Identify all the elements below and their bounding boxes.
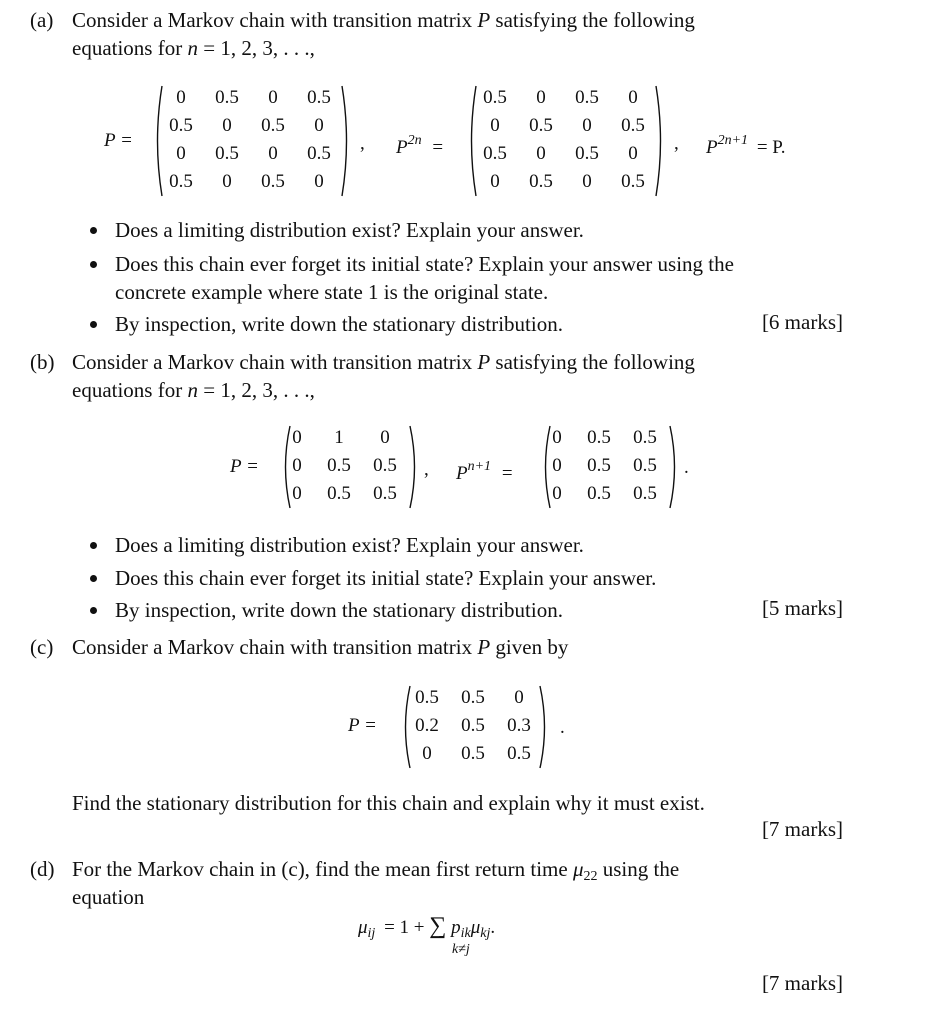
matrix-cell: 0.5 [575, 87, 599, 108]
matrix-cell: 0.5 [261, 115, 285, 136]
part-b-pn1-label [456, 453, 513, 488]
matrix-cell: 0.5 [215, 143, 239, 164]
part-c-intro [72, 633, 568, 661]
mu-symbol: μ [572, 857, 584, 881]
part-b-intro-text-1: Consider a Markov chain with transition matrix [72, 350, 473, 374]
matrix-cell: 0 [222, 171, 232, 192]
matrix-cell: 0 [268, 143, 278, 164]
matrix-cell: 0.5 [587, 427, 611, 448]
part-b-bullet-3: By inspection, write down the stationary distribution. [115, 598, 563, 622]
matrix-cell: 0 [582, 115, 592, 136]
matrix-cell: 0.5 [373, 455, 397, 476]
matrix-cell: 0 [552, 483, 562, 504]
part-a-intro-text-1: Consider a Markov chain with transition matrix [72, 8, 473, 32]
part-b-intro-text-2: satisfying the following [495, 350, 695, 374]
matrix-cell: 0.5 [621, 171, 645, 192]
bullet-icon [90, 575, 97, 582]
part-c-p-label: P = [348, 715, 377, 736]
part-a-bullet-3: By inspection, write down the stationary distribution. [115, 312, 563, 336]
part-a-intro-text-2: satisfying the following [495, 8, 695, 32]
matrix-cell: 0.5 [575, 143, 599, 164]
sum-icon: ∑ [429, 913, 447, 939]
bullet-icon [90, 542, 97, 549]
part-a-p-label: P = [104, 130, 133, 151]
matrix-cell: 0.5 [307, 87, 331, 108]
pn1-base: P [456, 463, 468, 484]
equation-middle: = 1 + [384, 917, 425, 938]
matrix-cell: 0 [490, 171, 500, 192]
part-b-intro-line2 [72, 376, 315, 404]
mu-kj-sub: kj [480, 926, 491, 941]
p2n1-rhs: = P. [756, 137, 786, 158]
matrix-cell: 0.5 [483, 143, 507, 164]
matrix-cell: 0.5 [327, 483, 351, 504]
part-d-line1-end: using the [602, 857, 680, 881]
matrix-cell: 0.5 [621, 115, 645, 136]
part-b-var-n: n [187, 378, 198, 402]
matrix-cell: 0 [176, 87, 186, 108]
equals-sign: = [501, 463, 513, 484]
matrix-cell: 0.5 [633, 427, 657, 448]
part-a-intro [72, 6, 695, 34]
bullet-icon [90, 607, 97, 614]
matrix-cell: 0 [582, 171, 592, 192]
part-c-marks: [7 marks] [761, 817, 843, 841]
matrix-cell: 0.5 [373, 483, 397, 504]
right-paren-icon [668, 424, 680, 510]
part-b-p-label: P = [230, 456, 259, 477]
matrix-cell: 0 [536, 87, 546, 108]
matrix-cell: 0.5 [587, 455, 611, 476]
part-b-intro-line2-b: = 1, 2, 3, . . ., [203, 378, 315, 402]
matrix-cell: 0 [292, 427, 302, 448]
part-a-var-p: P [477, 8, 491, 32]
part-d-line1-text: For the Markov chain in (c), find the mean first return time [72, 857, 568, 881]
part-b-bullet-2: Does this chain ever forget its initial state? Explain your answer. [115, 566, 657, 590]
right-paren-icon [408, 424, 420, 510]
matrix-cell: 0.5 [587, 483, 611, 504]
part-a-intro-line2 [72, 34, 315, 62]
matrix-cell: 0 [268, 87, 278, 108]
part-a-matrix-p [152, 84, 352, 198]
bullet-icon [90, 321, 97, 328]
matrix-cell: 0 [552, 427, 562, 448]
matrix-cell: 0.5 [529, 171, 553, 192]
matrix-cell: 0 [176, 143, 186, 164]
part-c-var-p: P [477, 635, 491, 659]
equals-sign: = [432, 137, 444, 158]
matrix-cell: 0 [628, 143, 638, 164]
part-b-matrix-p [280, 424, 420, 510]
matrix-cell: 0 [380, 427, 390, 448]
matrix-cell: 0.2 [415, 715, 439, 736]
matrix-cell: 0.5 [215, 87, 239, 108]
matrix-cell: 0.5 [169, 115, 193, 136]
p2n1-base: P [706, 137, 718, 158]
part-b-var-p: P [477, 350, 491, 374]
matrix-cell: 0 [490, 115, 500, 136]
part-b-intro-line2-a: equations for [72, 378, 183, 402]
mu-symbol: μ [358, 917, 368, 938]
part-a-matrix-p2n [466, 84, 666, 198]
matrix-cell: 0 [314, 171, 324, 192]
sum-subscript: k≠j [452, 942, 470, 957]
mu-ij-sub: ij [367, 926, 376, 941]
matrix-cell: 0.5 [327, 455, 351, 476]
part-a-label: (a) [30, 8, 54, 32]
mu-symbol: μ [470, 917, 481, 938]
part-c-text: Find the stationary distribution for this chain and explain why it must exist. [72, 791, 705, 815]
part-d-line1 [72, 855, 679, 891]
part-a-bullet-1: Does a limiting distribution exist? Explain your answer. [115, 218, 584, 242]
matrix-cell: 0.5 [169, 171, 193, 192]
part-b-label: (b) [30, 350, 55, 374]
matrix-cell: 0 [422, 743, 432, 764]
comma: , [424, 459, 429, 480]
part-a-bullet-2: Does this chain ever forget its initial state? Explain your answer using the [115, 252, 734, 276]
part-c-intro-text-1: Consider a Markov chain with transition matrix [72, 635, 473, 659]
matrix-cell: 0.3 [507, 715, 531, 736]
part-b-marks: [5 marks] [761, 596, 843, 620]
matrix-cell: 0.5 [529, 115, 553, 136]
matrix-cell: 0.5 [633, 455, 657, 476]
period: . [490, 917, 496, 938]
matrix-cell: 0.5 [461, 743, 485, 764]
matrix-cell: 0.5 [483, 87, 507, 108]
matrix-cell: 0.5 [461, 715, 485, 736]
period: . [684, 457, 689, 478]
part-b-matrix-pn1 [540, 424, 680, 510]
matrix-cell: 0.5 [507, 743, 531, 764]
pn1-exp: n+1 [467, 459, 492, 474]
matrix-cell: 0.5 [461, 687, 485, 708]
part-a-p2n1-eq [706, 127, 786, 162]
part-d-equation [358, 912, 495, 948]
part-b-bullet-1: Does a limiting distribution exist? Explain your answer. [115, 533, 584, 557]
part-c-matrix-p [400, 684, 550, 770]
part-c-intro-text-2: given by [495, 635, 569, 659]
part-a-intro-line2-b: = 1, 2, 3, . . ., [203, 36, 315, 60]
matrix-cell: 0 [628, 87, 638, 108]
p-symbol: p [451, 917, 461, 938]
matrix-cell: 0 [292, 483, 302, 504]
matrix-cell: 0 [536, 143, 546, 164]
bullet-icon [90, 227, 97, 234]
comma: , [360, 133, 365, 154]
p-ik-sub: ik [460, 926, 471, 941]
period: . [560, 717, 565, 738]
bullet-icon [90, 261, 97, 268]
part-d-label: (d) [30, 857, 55, 881]
matrix-cell: 0 [514, 687, 524, 708]
part-a-p2n-label [396, 127, 443, 162]
p2n-base: P [396, 137, 408, 158]
matrix-cell: 0.5 [415, 687, 439, 708]
part-a-intro-line2-a: equations for [72, 36, 183, 60]
matrix-cell: 0 [222, 115, 232, 136]
matrix-cell: 0.5 [261, 171, 285, 192]
part-a-var-n: n [187, 36, 198, 60]
part-c-label: (c) [30, 635, 54, 659]
part-a-marks: [6 marks] [761, 310, 843, 334]
matrix-cell: 0.5 [633, 483, 657, 504]
matrix-cell: 0.5 [307, 143, 331, 164]
p2n-exp: 2n [407, 133, 422, 148]
matrix-cell: 0 [314, 115, 324, 136]
part-b-intro [72, 348, 695, 376]
part-d-line2: equation [72, 885, 145, 909]
matrix-cell: 0 [552, 455, 562, 476]
comma: , [674, 133, 679, 154]
part-d-marks: [7 marks] [761, 971, 843, 995]
matrix-cell: 1 [334, 427, 344, 448]
part-a-bullet-2-cont: concrete example where state 1 is the original state. [115, 280, 549, 304]
mu-sub: 22 [583, 869, 598, 884]
matrix-cell: 0 [292, 455, 302, 476]
p2n1-exp: 2n+1 [717, 133, 749, 148]
